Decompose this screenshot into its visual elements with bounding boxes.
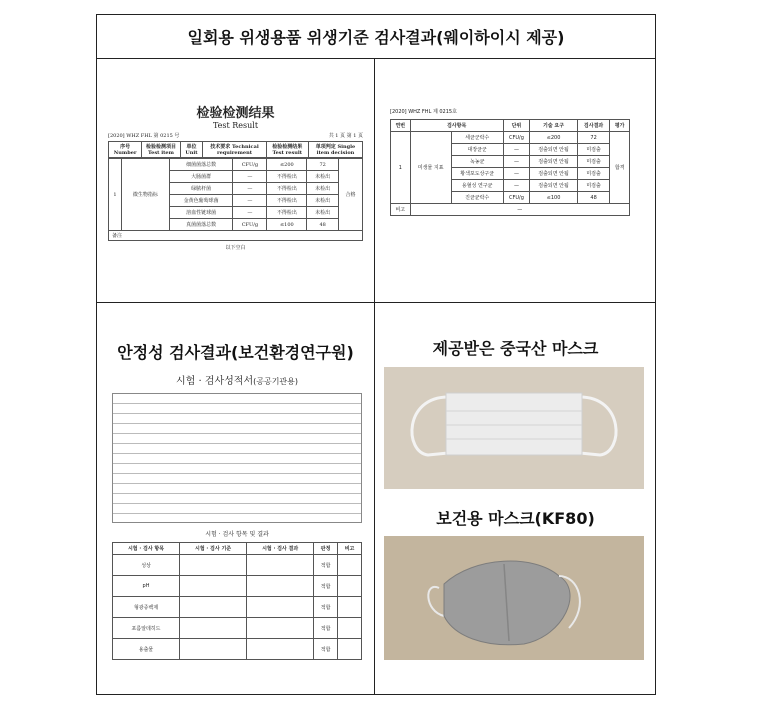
table-row [113,618,362,639]
header-cell: 단위 [503,120,530,132]
table-cell: 미검출 [577,168,610,180]
table-cell: 적합 [314,618,338,639]
table-cell: 不得检出 [267,195,307,207]
table-cell: 不得检出 [267,207,307,219]
divider [374,58,375,695]
header-cell: 技术要求 Technical requirement [203,142,266,158]
table-cell: 不得检出 [267,171,307,183]
table-cell: — [503,180,530,192]
table-cell: ≤200 [530,132,578,144]
table-cell: — [503,156,530,168]
table-cell: 미검출 [577,180,610,192]
table-cell: 적합 [314,597,338,618]
safety-certificate [112,372,362,682]
table-cell: 未检出 [307,171,339,183]
row-number: 1 [391,132,411,204]
header-cell: 기술 요구 [530,120,578,132]
table-cell: — [233,171,267,183]
table-cell: — [503,168,530,180]
certificate-title-suffix: (공공기관용) [253,377,299,386]
item-group: 미생물 지표 [410,132,451,204]
flat-mask-image [384,367,644,489]
safety-result-heading: 안정성 검사결과(보건환경연구원) [117,343,354,362]
table-cell: 绿脓杆菌 [169,183,233,195]
table-cell: 未检出 [307,183,339,195]
header-cell: 시험 · 검사 기준 [180,543,247,555]
header-cell: 시험 · 검사 항목 [113,543,180,555]
header-cell: 单位 Unit [180,142,203,158]
table-cell: 검출되면 안됨 [530,168,578,180]
table-cell: 金黄色葡萄球菌 [169,195,233,207]
table-cell: 72 [577,132,610,144]
table-row [113,555,362,576]
table-cell: CFU/g [503,192,530,204]
table-cell [180,618,247,639]
table-cell: 용출물 [113,639,180,660]
header-cell: 检验检测结果 Test result [266,142,308,158]
kf80-mask-heading: 보건용 마스크(KF80) [436,509,595,528]
table-cell: 검출되면 안됨 [530,180,578,192]
table-cell: 검출되면 안됨 [530,156,578,168]
table-cell: CFU/g [233,219,267,231]
row-number: 1 [109,159,122,231]
divider [96,58,656,59]
table-cell: ≤100 [530,192,578,204]
table-cell [247,639,314,660]
page-title: 일회용 위생용품 위생기준 검사결과(웨이하이시 제공) [187,27,565,47]
table-row [109,159,363,171]
header-cell: 序号 Number [109,142,142,158]
table-cell: — [233,195,267,207]
header-cell: 检验检测项目 Test item [142,142,180,158]
table-cell: 성상 [113,555,180,576]
item-group: 微生物指标 [122,159,170,231]
table-row [113,639,362,660]
header-row [113,543,362,555]
table-cell: ≤200 [267,159,307,171]
table-cell [247,618,314,639]
results-section-title: 시험 · 검사 항목 및 결과 [205,531,269,538]
decision-cell: 合格 [339,159,363,231]
table-cell: 大肠菌群 [169,171,233,183]
table-cell: 不得检出 [267,183,307,195]
header-cell: 연번 [391,120,411,132]
table-cell: 세균군락수 [451,132,503,144]
table-cell: ≤100 [267,219,307,231]
test-result-document-cn [108,100,363,250]
chinese-mask-heading: 제공받은 중국산 마스크 [432,339,599,358]
table-cell: 미검출 [577,156,610,168]
table-cell [247,555,314,576]
table-row [113,597,362,618]
footer-note: 以下空白 [225,245,246,251]
certificate-info-block [112,393,362,523]
certificate-title: 시험 · 검사성적서 [175,376,254,387]
table-cell [338,618,362,639]
header-row [391,120,630,132]
result-table-cn [108,141,363,158]
table-cell: 미검출 [577,144,610,156]
doc-number: [2020] WHZ FHL 第 0215 号 [108,133,180,139]
table-cell: 细菌菌落总数 [169,159,233,171]
table-cell: 대장균군 [451,144,503,156]
remark-label: 备注 [112,233,123,239]
table-cell: 적합 [314,576,338,597]
result-rows-cn [108,158,363,231]
kf80-mask-image [384,536,644,660]
table-cell [180,576,247,597]
header-cell: 검사항목 [410,120,503,132]
table-cell: 포름알데히드 [113,618,180,639]
remark-label: 비고 [391,204,411,216]
table-cell [180,597,247,618]
table-cell: 검출되면 안됨 [530,144,578,156]
table-cell [338,639,362,660]
table-cell: — [233,183,267,195]
doc-title: 检验检测结果 [196,106,275,121]
table-row [391,132,630,144]
table-cell: — [233,207,267,219]
table-cell: — [503,144,530,156]
table-cell: 적합 [314,639,338,660]
table-cell: 真菌菌落总数 [169,219,233,231]
header-cell: 평가 [610,120,630,132]
table-cell: 溶血性链球菌 [169,207,233,219]
table-cell: CFU/g [503,132,530,144]
result-table-kr [390,119,630,216]
doc-number: [2020] WHZ FHL 제 0215호 [390,109,457,115]
table-cell: 진균균락수 [451,192,503,204]
table-cell: pH [113,576,180,597]
table-cell: 형광증백제 [113,597,180,618]
table-cell: 적합 [314,555,338,576]
table-cell [247,576,314,597]
table-cell [247,597,314,618]
safety-result-table [112,542,362,660]
table-cell: 未检出 [307,195,339,207]
header-cell: 시험 · 검사 결과 [247,543,314,555]
table-cell: 72 [307,159,339,171]
table-cell: 48 [577,192,610,204]
table-cell: 황색포도상구균 [451,168,503,180]
table-cell: 48 [307,219,339,231]
remark-row [391,204,630,216]
table-cell [180,639,247,660]
page-number: 共 1 页 第 1 页 [328,133,363,139]
table-cell: CFU/g [233,159,267,171]
header-cell: 单项判定 Single item decision [308,142,362,158]
table-cell: 용혈성 연구균 [451,180,503,192]
header-cell: 판정 [314,543,338,555]
table-cell: 녹농균 [451,156,503,168]
header-cell: 검사결과 [577,120,610,132]
chinese-mask-photo [384,367,644,489]
remark-value: — [410,204,629,216]
table-cell: 未检出 [307,207,339,219]
doc-subtitle: Test Result [212,121,259,130]
test-result-document-kr [390,108,630,248]
divider [96,302,656,303]
header-cell: 비고 [338,543,362,555]
kf80-mask-photo [384,536,644,660]
evaluation-cell: 합격 [610,132,630,204]
table-cell [338,597,362,618]
table-row [113,576,362,597]
table-cell [338,555,362,576]
table-cell [180,555,247,576]
table-cell [338,576,362,597]
